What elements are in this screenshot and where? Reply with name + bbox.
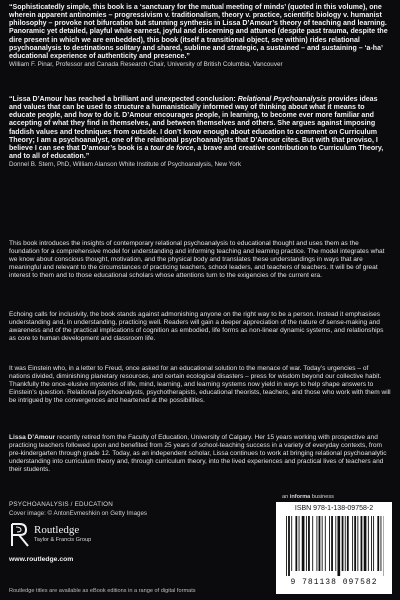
author-bio-text: recently retired from the Faculty of Education, University of Calgary. Her 15 years working with prospective and practicing teachers followed upon and benefited from 25 years of school-teaching success in a variety of everyday contexts, from pre-kindergarten through grade 12. Today, as an independent scholar, Lissa continues to work at bringing relational psychoanalytic understanding into curriculum theory and, through curriculum theory, into the lived experiences and practical lives of teachers and their students. — [9, 434, 387, 474]
barcode-panel — [276, 502, 392, 594]
endorsement-1-quote — [9, 4, 391, 61]
barcode-bar — [329, 516, 330, 571]
barcode-bar — [335, 516, 336, 571]
barcode-bar — [347, 516, 349, 571]
barcode-bar — [308, 516, 310, 571]
author-name: Lissa D’Amour — [9, 434, 56, 441]
publisher-logo — [9, 523, 99, 553]
ean-digits: 9 781138 097582 — [290, 578, 378, 587]
barcode-bar — [352, 516, 353, 571]
barcode-bar — [319, 516, 321, 571]
barcode-bar — [373, 516, 374, 571]
barcode-bar — [364, 516, 367, 571]
author-bio — [9, 434, 391, 474]
barcode-bar — [325, 516, 326, 571]
barcode-bar — [377, 516, 379, 571]
endorsement-1 — [9, 4, 391, 69]
isbn-text: ISBN 978-1-138-09758-2 — [294, 505, 374, 512]
quote-segment: “Sophisticatedly simple, this book is a ‘sanctuary for the mutual meeting of minds’ (quoted in this volume), one wherein apparent antinomies – progressivism v. traditionalism, theory v. practice, scientific biology v. humanist philosophy – provoke not bifurcation but stunning synthesis in Lissa D’Amour’s theory of teaching and learning. Panoramic yet detailed, playful while earnest, joyful and discerning and attuned (despite past trauma, despite the dire present in which we are embedded), this book (itself a transitional object, see within) rides relational psychoanalysis to destinations solitary and shared, sublime and strategic, a sustained – and sustaining – ‘a-ha’ educational experience of authenticity and presence.” — [9, 4, 388, 60]
informa-business-tag: an informa business — [282, 494, 334, 500]
barcode-bar — [342, 516, 344, 571]
barcode-bar — [299, 516, 300, 571]
barcode-bar — [322, 516, 323, 571]
barcode-icon — [284, 516, 384, 576]
footer-note: Routledge titles are available as eBook editions in a range of digital formats — [9, 588, 196, 594]
barcode-bar — [357, 516, 358, 571]
description-paragraph-3: It was Einstein who, in a letter to Freud, once asked for an educational solution to the menace of war. Today’s urgencies – of nations divided, diminishing planetary resources, and certain ecological disasters – press for wisdom beyond our collective habit. Thankfully the once-elusive mysteries of life, mind, learning, and learning systems now yield in ways to help shape answers to Einstein’s question. Relational psychoanalysts, psychotherapists, educational theorists, teachers, and those who work with them will be intrigued by the convergences and heartened at the possibilities. — [9, 365, 391, 405]
barcode-bar — [316, 516, 317, 571]
quote-segment: provides ideas and values that can be used to structure a humanistically informed way of thinking about what it means to educate people, and how to do it. D’Amour encourages people, in learning, to become ever more familiar and accepting of what they find in themselves, and between themselves and others. She argues against imposing faddish values and techniques from outside. I don’t know enough about education to comment on Curriculum Theory; I am a psychoanalyst, one of the relational psychoanalysts that D’Amour cites. But with that proviso, I believe I can see that D’amour’s book is a — [9, 96, 378, 152]
barcode-bar — [331, 516, 333, 571]
description-paragraph-1: This book introduces the insights of contemporary relational psychoanalysis to educational thought and uses them as the foundation for a comprehensive model for understanding and informing teaching and learning practice. The model integrates what we know about conscious thought, motivation, and the physical body and translates these understandings in ways that are meaningful and relevant to the circumstances of practicing teachers, school leaders, and teachers of teachers. It will be of great interest to them and to those educational scholars whose attentions turn to the exigencies of the current era. — [9, 240, 385, 280]
endorsement-2 — [9, 96, 391, 169]
barcode-bar — [306, 516, 307, 571]
quote-segment: “Lissa D’Amour has reached a brilliant and unexpected conclusion: — [9, 96, 238, 103]
description-paragraph-2: Echoing calls for inclusivity, the book stands against admonishing anyone on the right way to be a person. Instead it emphasises understanding and, in understanding, practicing well. Readers will gain a deeper appreciation of the nature of sense-making and awareness and of the practical implications of cognition as embodied, life forms as non-linear dynamic systems, and relationships as core to human development and classroom life. — [9, 311, 384, 343]
barcode-bar — [312, 516, 313, 571]
barcode-bar — [295, 516, 297, 571]
barcode-bar — [368, 516, 369, 571]
barcode-bar — [345, 516, 346, 571]
publisher-name: Routledge — [34, 524, 80, 536]
publisher-subtitle: Taylor & Francis Group — [34, 537, 92, 543]
barcode-bar — [288, 516, 290, 576]
endorsement-2-quote — [9, 96, 391, 161]
quote-segment: tour de force — [150, 144, 194, 152]
endorsement-2-attribution: Donnel B. Stern, PhD, William Alanson White Institute of Psychoanalysis, New York — [9, 161, 242, 169]
barcode-bar — [354, 516, 356, 571]
endorsement-1-attribution: William F. Pinar, Professor and Canada Research Chair, University of British Columbia, Vancouver — [9, 61, 283, 69]
cover-credit: Cover image: © AntonEvmeshkin on Getty Images — [9, 510, 147, 517]
quote-segment: , a brave and creative contribution to Curriculum Theory, and to all of education.” — [9, 144, 384, 161]
barcode-bar — [286, 516, 287, 576]
informa-brand: informa — [289, 494, 311, 500]
quote-segment: Relational Psychoanalysis — [237, 96, 327, 103]
barcode-bar — [361, 516, 363, 571]
barcode-bar — [302, 516, 305, 571]
routledge-logo-icon — [9, 523, 31, 547]
barcode-bar — [371, 516, 372, 571]
barcode-bar — [291, 516, 292, 571]
subject-category: PSYCHOANALYSIS / EDUCATION — [9, 501, 113, 508]
publisher-url[interactable]: www.routledge.com — [9, 556, 74, 563]
barcode-bar — [381, 516, 382, 571]
barcode-bar — [337, 516, 340, 576]
